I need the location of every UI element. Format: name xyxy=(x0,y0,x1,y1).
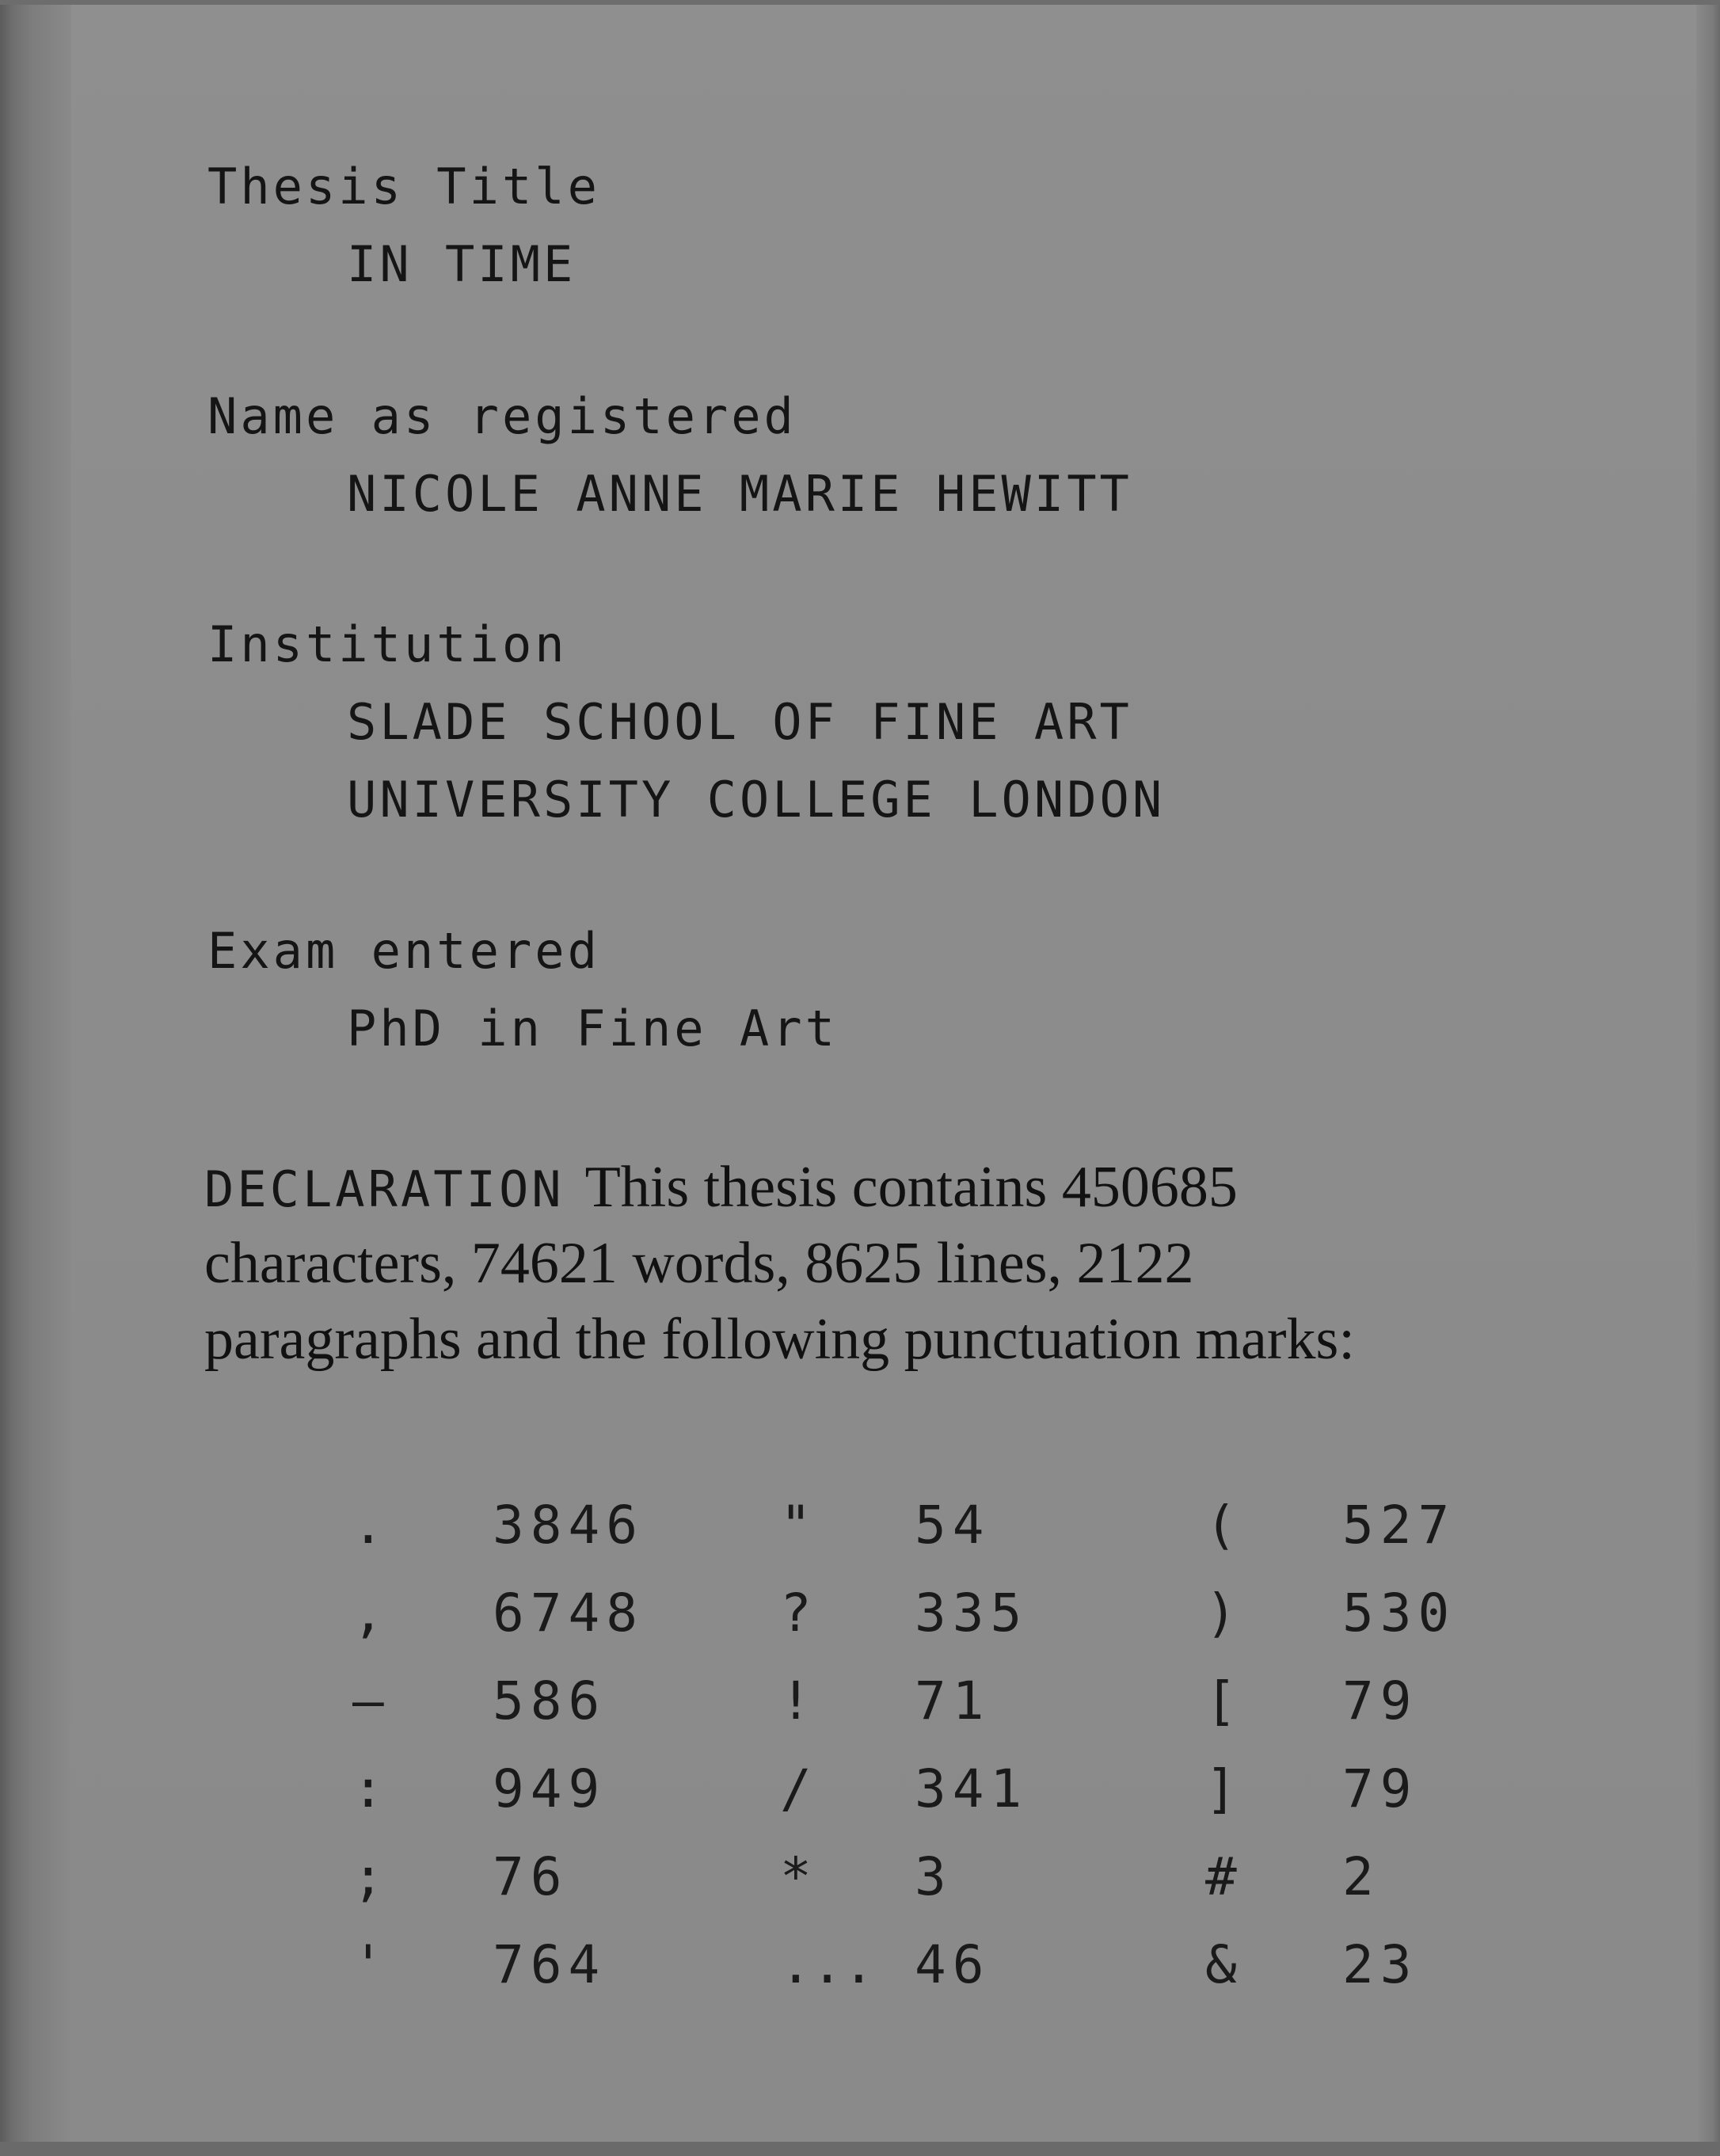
punctuation-mark: , xyxy=(352,1583,384,1644)
punctuation-mark: ) xyxy=(1205,1583,1237,1644)
punctuation-count: 586 xyxy=(493,1670,607,1731)
institution-line-1: SLADE SCHOOL OF FINE ART xyxy=(347,693,1132,751)
punctuation-mark: ... xyxy=(780,1934,875,1995)
thesis-title-value: IN TIME xyxy=(347,235,577,293)
punctuation-mark: ; xyxy=(352,1846,384,1907)
punctuation-mark: # xyxy=(1205,1846,1237,1907)
punctuation-count: 3 xyxy=(915,1846,953,1907)
punctuation-mark: * xyxy=(780,1846,812,1907)
punctuation-mark: ] xyxy=(1205,1758,1237,1819)
punctuation-count: 530 xyxy=(1342,1583,1456,1644)
punctuation-mark: : xyxy=(352,1758,384,1819)
punctuation-count: 2 xyxy=(1342,1846,1380,1907)
punctuation-count: 46 xyxy=(915,1934,991,1995)
punctuation-count: 764 xyxy=(493,1934,607,1995)
name-value: NICOLE ANNE MARIE HEWITT xyxy=(347,465,1132,523)
punctuation-mark: ( xyxy=(1205,1495,1237,1556)
punctuation-mark: " xyxy=(780,1495,812,1556)
punctuation-count: 335 xyxy=(915,1583,1029,1644)
punctuation-count: 71 xyxy=(915,1670,991,1731)
exam-value: PhD in Fine Art xyxy=(347,1000,838,1057)
punctuation-count: 79 xyxy=(1342,1670,1418,1731)
page-right-edge xyxy=(1696,0,1720,2156)
punctuation-count: 3846 xyxy=(493,1495,644,1556)
thesis-title-label: Thesis Title xyxy=(207,158,600,215)
punctuation-count: 6748 xyxy=(493,1583,644,1644)
punctuation-mark: ' xyxy=(352,1934,384,1995)
declaration-text-1: This thesis contains 450685 xyxy=(584,1155,1238,1220)
exam-label: Exam entered xyxy=(207,922,600,980)
declaration-line-1 xyxy=(204,1155,1238,1220)
page-top-edge xyxy=(0,0,1720,5)
declaration-heading: DECLARATION xyxy=(204,1160,565,1218)
declaration-line-2: characters, 74621 words, 8625 lines, 2122 xyxy=(204,1231,1194,1296)
punctuation-mark: / xyxy=(780,1758,812,1819)
punctuation-count: 23 xyxy=(1342,1934,1418,1995)
punctuation-count: 76 xyxy=(493,1846,569,1907)
declaration-line-3: paragraphs and the following punctuation marks: xyxy=(204,1307,1355,1372)
institution-label: Institution xyxy=(207,615,568,673)
page-bottom-edge xyxy=(0,2142,1720,2156)
punctuation-mark: . xyxy=(352,1495,384,1556)
punctuation-count: 527 xyxy=(1342,1495,1456,1556)
punctuation-count: 949 xyxy=(493,1758,607,1819)
punctuation-count: 79 xyxy=(1342,1758,1418,1819)
punctuation-mark: [ xyxy=(1205,1670,1237,1731)
institution-line-2: UNIVERSITY COLLEGE LONDON xyxy=(347,771,1166,828)
punctuation-mark: ! xyxy=(780,1670,812,1731)
punctuation-mark: & xyxy=(1205,1934,1237,1995)
punctuation-count: 54 xyxy=(915,1495,991,1556)
punctuation-count: 341 xyxy=(915,1758,1029,1819)
punctuation-mark: — xyxy=(352,1670,384,1731)
page-left-edge xyxy=(0,0,71,2156)
name-label: Name as registered xyxy=(207,387,797,445)
punctuation-mark: ? xyxy=(780,1583,812,1644)
